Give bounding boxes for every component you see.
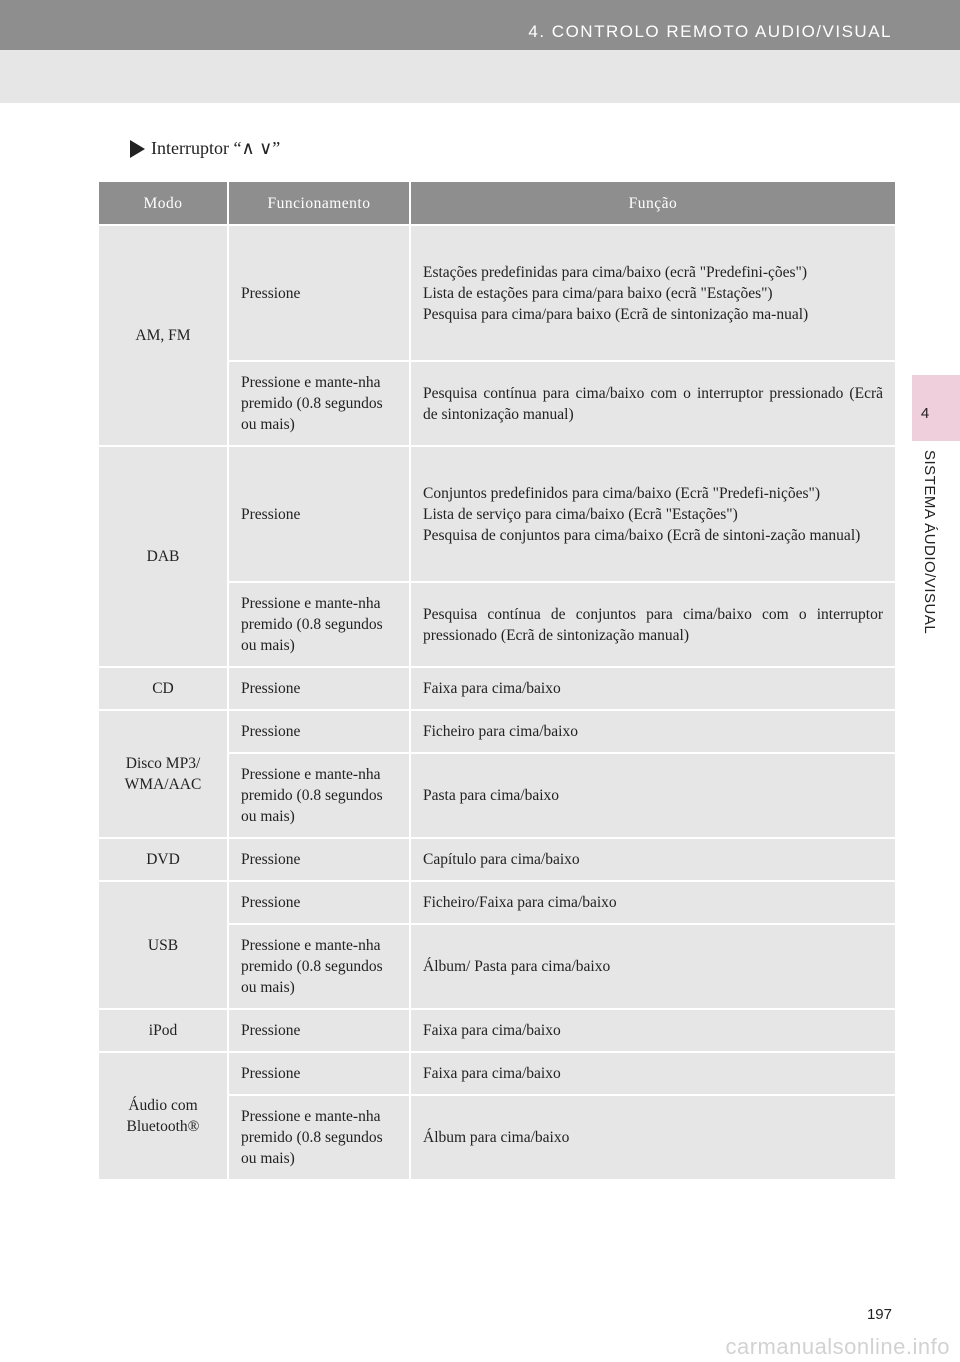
- function-cell: Álbum para cima/baixo: [410, 1095, 896, 1180]
- operation-cell: Pressione e mante-nha premido (0.8 segundos ou mais): [228, 924, 410, 1009]
- function-cell: Pasta para cima/baixo: [410, 753, 896, 838]
- operation-cell: Pressione e mante-nha premido (0.8 segundos ou mais): [228, 753, 410, 838]
- operation-cell: Pressione e mante-nha premido (0.8 segundos ou mais): [228, 1095, 410, 1180]
- table-header-row: [98, 181, 896, 225]
- function-cell: Álbum/ Pasta para cima/baixo: [410, 924, 896, 1009]
- function-cell: Pesquisa contínua para cima/baixo com o interruptor pressionado (Ecrã de sintonização manual): [410, 361, 896, 446]
- mode-cell: DAB: [98, 446, 228, 667]
- operation-cell: Pressione: [228, 667, 410, 710]
- function-cell: Faixa para cima/baixo: [410, 1009, 896, 1052]
- operation-cell: Pressione: [228, 710, 410, 753]
- table-row: [98, 838, 896, 881]
- header-operation: Funcionamento: [228, 181, 410, 225]
- function-cell: Capítulo para cima/baixo: [410, 838, 896, 881]
- mode-cell: USB: [98, 881, 228, 1009]
- table-row: [98, 446, 896, 582]
- function-cell: Conjuntos predefinidos para cima/baixo (Ecrã "Predefi-nições") Lista de serviço para cima/baixo (Ecrã "Estações") Pesquisa de conjuntos para cima/baixo (Ecrã de sintoni-zação manual): [410, 446, 896, 582]
- table-row: [98, 1009, 896, 1052]
- operation-cell: Pressione: [228, 1052, 410, 1095]
- table-row: [98, 881, 896, 924]
- table-row: [98, 225, 896, 361]
- operation-cell: Pressione: [228, 838, 410, 881]
- function-cell: Ficheiro/Faixa para cima/baixo: [410, 881, 896, 924]
- function-table: [97, 180, 897, 1181]
- header-subband: [0, 50, 960, 103]
- section-heading: [130, 138, 280, 159]
- page-number: 197: [866, 1306, 892, 1323]
- function-cell: Faixa para cima/baixo: [410, 667, 896, 710]
- mode-cell: AM, FM: [98, 225, 228, 446]
- table-row: [98, 667, 896, 710]
- operation-cell: Pressione: [228, 225, 410, 361]
- mode-cell: CD: [98, 667, 228, 710]
- operation-cell: Pressione: [228, 446, 410, 582]
- operation-cell: Pressione: [228, 881, 410, 924]
- mode-cell: iPod: [98, 1009, 228, 1052]
- chapter-tab-number: 4: [920, 405, 930, 422]
- chapter-title: 4. CONTROLO REMOTO AUDIO/VISUAL: [528, 22, 892, 41]
- mode-cell: Disco MP3/ WMA/AAC: [98, 710, 228, 838]
- function-cell: Estações predefinidas para cima/baixo (ecrã "Predefini-ções") Lista de estações para cima/para baixo (ecrã "Estações") Pesquisa para cima/para baixo (Ecrã de sintonização ma-nual): [410, 225, 896, 361]
- triangle-bullet-icon: [130, 140, 145, 158]
- table-row: [98, 710, 896, 753]
- chapter-tab: [912, 375, 960, 441]
- operation-cell: Pressione e mante-nha premido (0.8 segundos ou mais): [228, 582, 410, 667]
- header-mode: Modo: [98, 181, 228, 225]
- operation-cell: Pressione e mante-nha premido (0.8 segundos ou mais): [228, 361, 410, 446]
- section-heading-text: Interruptor “∧ ∨”: [151, 138, 281, 158]
- mode-cell: Áudio com Bluetooth®: [98, 1052, 228, 1180]
- watermark: carmanualsonline.info: [725, 1334, 950, 1359]
- operation-cell: Pressione: [228, 1009, 410, 1052]
- header-function: Função: [410, 181, 896, 225]
- table-row: [98, 1052, 896, 1095]
- function-cell: Pesquisa contínua de conjuntos para cima/baixo com o interruptor pressionado (Ecrã de sintonização manual): [410, 582, 896, 667]
- function-cell: Ficheiro para cima/baixo: [410, 710, 896, 753]
- chapter-side-label: SISTEMA ÁUDIO/VISUAL: [921, 450, 938, 635]
- mode-cell: DVD: [98, 838, 228, 881]
- function-cell: Faixa para cima/baixo: [410, 1052, 896, 1095]
